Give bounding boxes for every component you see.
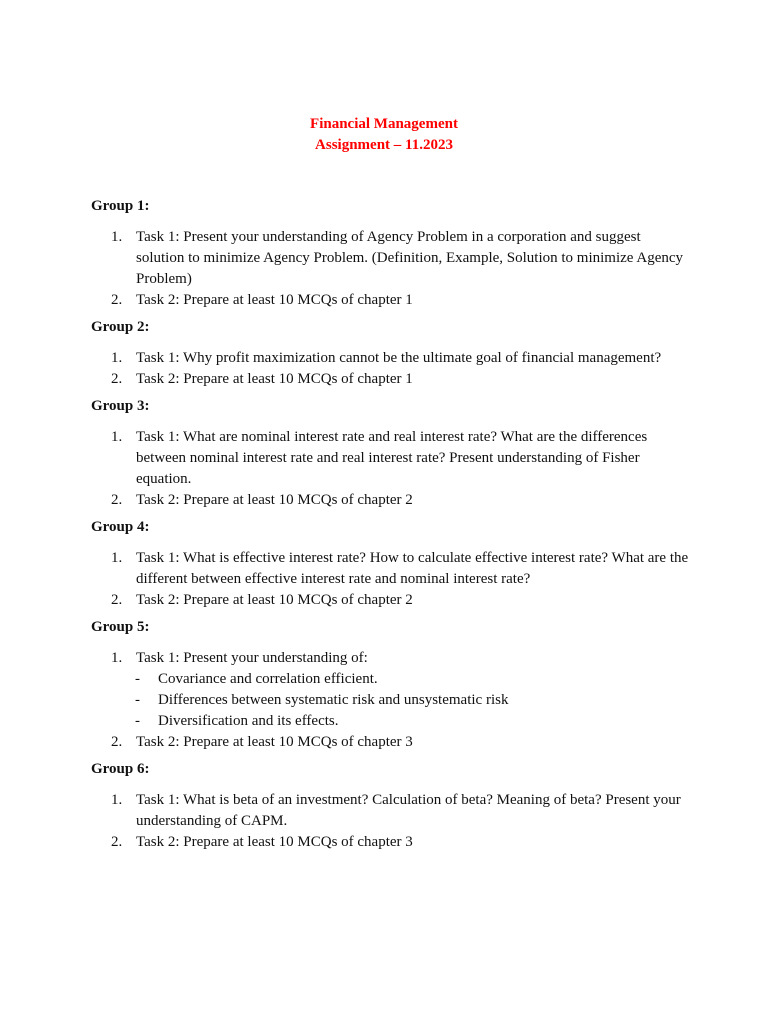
task-text: Task 1: What is beta of an investment? Calculation of beta? Meaning of beta? Present your understanding of CAPM.	[136, 792, 681, 829]
group-heading: Group 1:	[91, 198, 150, 214]
task-number: 2.	[111, 734, 123, 750]
title-line-assignment: Assignment – 11.2023	[315, 137, 453, 153]
task-item	[91, 790, 691, 832]
sub-item	[91, 711, 691, 732]
group-heading: Group 6:	[91, 761, 150, 777]
group-section	[91, 196, 691, 311]
task-text: Task 2: Prepare at least 10 MCQs of chapter 3	[136, 834, 413, 850]
group-list	[91, 196, 691, 859]
task-number: 2.	[111, 371, 123, 387]
task-item	[91, 590, 691, 611]
group-section	[91, 617, 691, 753]
task-number: 2.	[111, 492, 123, 508]
task-text: Task 2: Prepare at least 10 MCQs of chapter 2	[136, 492, 413, 508]
group-heading: Group 5:	[91, 619, 150, 635]
task-item	[91, 490, 691, 511]
task-text: Task 2: Prepare at least 10 MCQs of chapter 1	[136, 371, 413, 387]
task-item	[91, 227, 691, 290]
task-item	[91, 648, 691, 669]
sub-item	[91, 690, 691, 711]
task-item	[91, 832, 691, 853]
sub-item-text: Covariance and correlation efficient.	[158, 671, 378, 687]
task-text: Task 1: Present your understanding of Agency Problem in a corporation and suggest solution to minimize Agency Problem. (Definition, Example, Solution to minimize Agency Problem)	[136, 229, 684, 287]
task-item	[91, 290, 691, 311]
task-number: 1.	[111, 350, 123, 366]
task-text: Task 1: What are nominal interest rate and real interest rate? What are the differences between nominal interest rate and real interest rate? Present understanding of Fisher equation.	[136, 429, 648, 487]
group-heading: Group 2:	[91, 319, 150, 335]
task-number: 2.	[111, 292, 123, 308]
task-text: Task 2: Prepare at least 10 MCQs of chapter 1	[136, 292, 413, 308]
title-line-course: Financial Management	[310, 116, 458, 132]
task-number: 2.	[111, 592, 123, 608]
task-text: Task 1: Present your understanding of:	[136, 650, 368, 666]
task-number: 1.	[111, 792, 123, 808]
group-section	[91, 759, 691, 853]
dash-bullet: -	[135, 713, 140, 729]
task-number: 2.	[111, 834, 123, 850]
dash-bullet: -	[135, 692, 140, 708]
sub-item-text: Diversification and its effects.	[158, 713, 339, 729]
task-text: Task 2: Prepare at least 10 MCQs of chapter 2	[136, 592, 413, 608]
task-item	[91, 548, 691, 590]
sub-item	[91, 669, 691, 690]
task-number: 1.	[111, 650, 123, 666]
task-item	[91, 427, 691, 490]
dash-bullet: -	[135, 671, 140, 687]
group-heading: Group 4:	[91, 519, 150, 535]
task-text: Task 1: Why profit maximization cannot be the ultimate goal of financial management?	[136, 350, 662, 366]
task-text: Task 2: Prepare at least 10 MCQs of chapter 3	[136, 734, 413, 750]
task-item	[91, 369, 691, 390]
document-title	[0, 114, 768, 156]
group-section	[91, 396, 691, 511]
task-number: 1.	[111, 429, 123, 445]
task-item	[91, 732, 691, 753]
group-section	[91, 517, 691, 611]
sub-item-text: Differences between systematic risk and unsystematic risk	[158, 692, 509, 708]
group-heading: Group 3:	[91, 398, 150, 414]
task-item	[91, 348, 691, 369]
task-text: Task 1: What is effective interest rate? How to calculate effective interest rate? What are the different between effective interest rate and nominal interest rate?	[136, 550, 689, 587]
task-number: 1.	[111, 550, 123, 566]
task-number: 1.	[111, 229, 123, 245]
group-section	[91, 317, 691, 390]
